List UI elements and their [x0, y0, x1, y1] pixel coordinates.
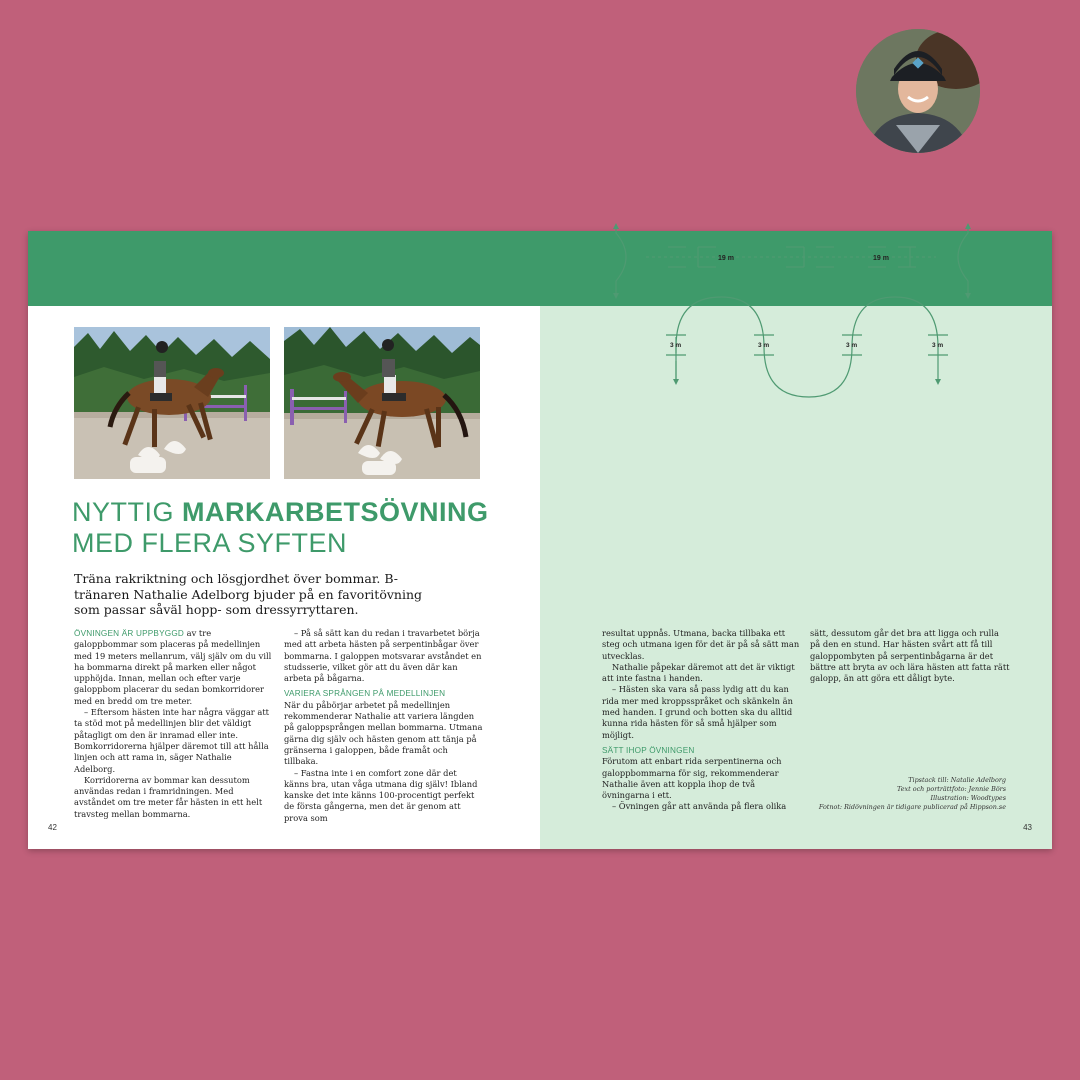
col3-paragraph-5: – Övningen går att använda på flera olika	[612, 801, 787, 812]
col3-paragraph-3: – Hästen ska vara så pass lydig att du kan rida mer med kroppsspråket och skänkeln än med handen. I grund och botten ska du alltid kunna rida hästen för så små hjälper som möjligt.	[602, 684, 793, 740]
col2-paragraph-2: När du påbörjar arbetet på medellinjen rekommenderar Nathalie att variera längden på galoppsprången mellan bommarna. Utmana gärna dig själv och hästen genom att tänja på gränserna i galoppen, både framåt och tillbaka.	[284, 699, 483, 767]
col2-paragraph-1: – På så sätt kan du redan i travarbetet börja med att arbeta hästen på serpentinbågar över bommarna. I galoppen motsvarar avståndet en studsserie, vilket gör att du även där kan arbeta på bågarna.	[284, 628, 482, 684]
headline-bold-part: MARKARBETSÖVNING	[182, 497, 489, 527]
subheading-satt-ihop: SÄTT IHOP ÖVNINGEN	[602, 745, 695, 755]
subheading-variera: VARIERA SPRÅNGEN PÅ MEDELLINJEN	[284, 689, 446, 699]
headline-light-part: NYTTIG	[72, 497, 174, 527]
riding-photo-2	[284, 327, 480, 479]
page-number-right: 43	[1023, 823, 1032, 832]
credits-block	[766, 776, 1006, 812]
riding-photo-1	[74, 327, 270, 479]
article-headline	[72, 497, 522, 559]
col1-paragraph-2: – Eftersom hästen inte har några väggar att ta stöd mot på medellinjen blir det väldigt påtagligt om den är inramad eller inte. Bomkorridorerna hjälper däremot till att hålla linjen och att rama in, säger Nathalie Adelborg.	[74, 707, 269, 774]
width-label-3: 3 m	[846, 342, 858, 349]
distance-label-2: 19 m	[873, 255, 889, 262]
headline-second-line: MED FLERA SYFTEN	[72, 528, 348, 558]
col1-paragraph-3: Korridorerna av bommar kan dessutom användas redan i framridningen. Med avståndet om tre meter får hästen in ett helt travsteg mellan bommarna.	[74, 774, 263, 819]
page-number-left: 42	[48, 823, 57, 832]
col4-paragraph-1: sätt, dessutom går det bra att ligga och rulla på den en stund. Har hästen svårt att få till galoppombyten på serpentinbågarna är det bättre att bryta av och lära hästen att fatta rätt galopp, än att göra ett dåligt byte.	[810, 628, 1010, 684]
width-label-2: 3 m	[758, 342, 770, 349]
width-label-1: 3 m	[670, 342, 682, 349]
distance-label-1: 19 m	[718, 255, 734, 262]
credit-footnote: Fotnot: Ridövningen är tidigare publicerad på Hippson.se	[818, 803, 1006, 811]
text-column-1	[74, 628, 274, 820]
trainer-portrait	[856, 29, 980, 153]
col3-paragraph-2: Nathalie påpekar däremot att det är viktigt att inte fastna i handen.	[602, 661, 795, 684]
col3-paragraph-4: Förutom att enbart rida serpentinerna och galoppbommarna för sig, rekommenderar Nathalie även att koppla ihop de två övningarna i ett.	[602, 756, 782, 801]
col1-paragraph-1: av tre galoppbommar som placeras på medellinjen med 19 meters mellanrum, välj själv om du vill ha bommarna direkt på marken eller något upphöjda. Innan, mellan och efter varje galoppbom placerar du sedan bomkorridorer med en bredd om tre meter.	[74, 628, 272, 706]
text-column-4	[810, 628, 1010, 684]
col3-paragraph-1: resultat uppnås. Utmana, backa tillbaka ett steg och utmana igen för det är på så sätt man utvecklas.	[602, 628, 800, 661]
subheading-uppbyggd: ÖVNINGEN ÄR UPPBYGGD	[74, 629, 185, 638]
col2-paragraph-3: – Fastna inte i en comfort zone där det känns bra, utan våga utmana dig själv! Ibland kanske det inte känns 100-procentigt perfekt de första gångerna, men det är genom att prova som	[284, 767, 478, 823]
credit-illustration: Illustration: Woodtypes	[930, 794, 1006, 802]
text-column-2	[284, 628, 484, 824]
credit-tips: Tipstack till: Natalie Adelborg	[908, 776, 1006, 784]
article-lead: Träna rakriktning och lösgjordhet över bommar. B-tränaren Nathalie Adelborg bjuder på en favoritövning som passar såväl hopp- som dressyrryttaren.	[74, 571, 423, 617]
credit-text-photo: Text och porträttfoto: Jennie Börs	[896, 785, 1006, 793]
exercise-diagram	[606, 157, 986, 457]
width-label-4: 3 m	[932, 342, 944, 349]
